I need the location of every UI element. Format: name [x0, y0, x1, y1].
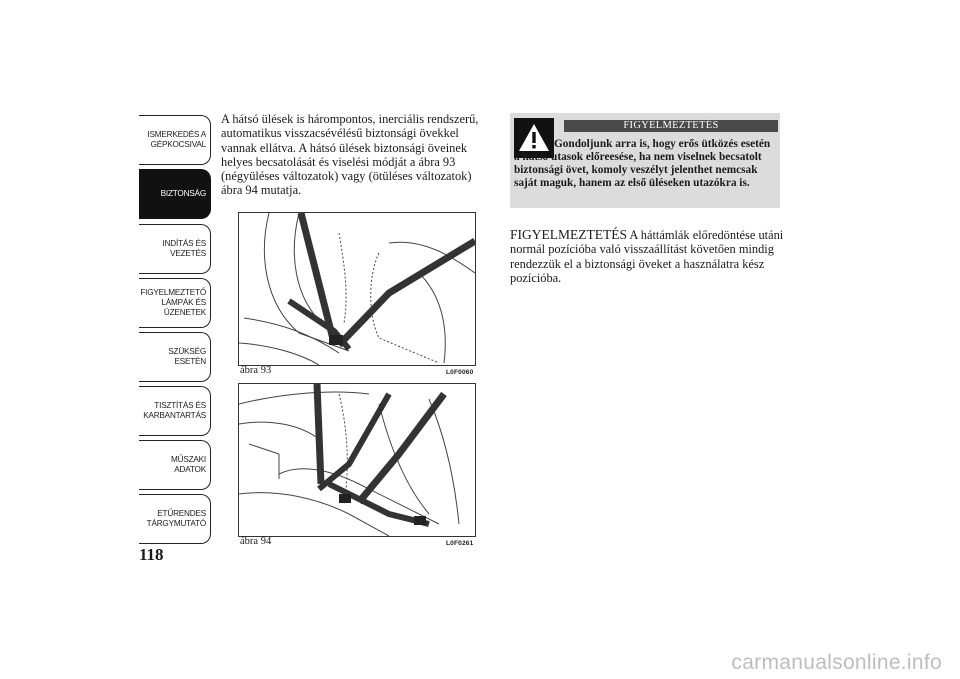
figure-94-code: L0F0261	[446, 540, 474, 547]
tab-inditas[interactable]: INDÍTÁS ÉS VEZETÉS	[139, 224, 211, 274]
intro-paragraph: A hátsó ülések is hárompontos, inerciális rendszerű, automatikus visszacsévélésű biztonsági övekkel vannak ellátva. A hátsó ülések biztonsági öveinek helyes becsatolását és viselési módját a ábra 93 (négyüléses változatok) vagy (ötüléses változatok) ábra 94 mutatja.	[221, 112, 479, 198]
figure-93	[238, 212, 476, 366]
tab-muszaki[interactable]: MŰSZAKI ADATOK	[139, 440, 211, 490]
tab-targymutato[interactable]: ETŰRENDES TÁRGYMUTATÓ	[139, 494, 211, 544]
warning-text: Gondoljunk arra is, hogy erős ütközés esetén a hátsó utasok előreesése, ha nem viselnek becsatolt biztonsági övet, komoly veszélyt jelenthet nemcsak saját maguk, hanem az első üléseken utazókra is.	[514, 138, 771, 189]
tab-biztonsag[interactable]: BIZTONSÁG	[139, 169, 211, 219]
tab-szukseg[interactable]: SZÜKSÉG ESETÉN	[139, 332, 211, 382]
figure-94-caption: ábra 94	[240, 536, 272, 547]
note-paragraph	[510, 228, 785, 285]
note-lead: FIGYELMEZTETÉS	[510, 227, 627, 242]
warning-box	[510, 113, 780, 208]
figure-94	[238, 383, 476, 537]
tab-tisztitas[interactable]: TISZTÍTÁS ÉS KARBANTARTÁS	[139, 386, 211, 436]
figure-93-code: L0F0060	[446, 369, 474, 376]
rear-seat-belt-illustration-4-seat	[239, 213, 475, 365]
tab-figyelmezteto[interactable]: FIGYELMEZTETŐ LÁMPÁK ÉS ÜZENETEK	[139, 278, 211, 328]
note-text: A háttámlák előredöntése utáni normál pozícióba való visszaállítást követően mindig rendezzük el a biztonsági öveket a használatra kész pozícióba.	[510, 228, 784, 285]
rear-seat-belt-illustration-5-seat	[239, 384, 475, 536]
watermark: carmanualsonline.info	[731, 651, 942, 674]
page-number: 118	[139, 545, 164, 564]
warning-title: FIGYELMEZTETÉS	[564, 120, 778, 132]
tab-ismerkedes[interactable]: ISMERKEDÉS A GÉPKOCSIVAL	[139, 115, 211, 165]
figure-93-caption: ábra 93	[240, 365, 272, 376]
